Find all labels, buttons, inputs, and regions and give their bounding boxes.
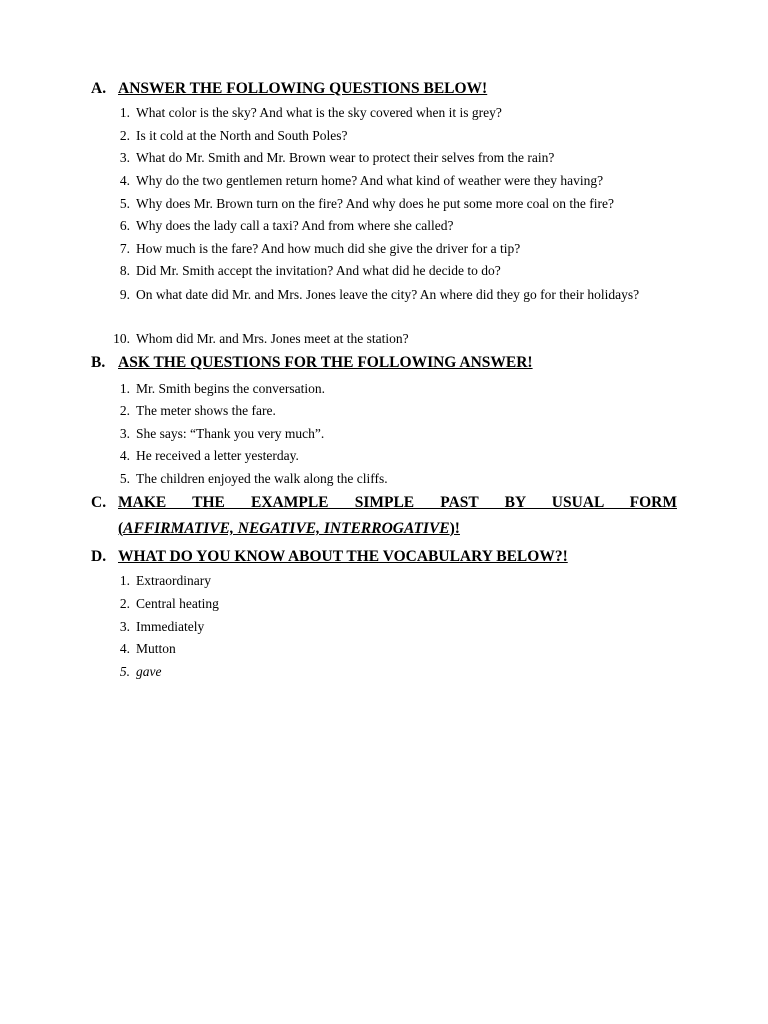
section-c-heading — [91, 493, 677, 541]
item-number: 1. — [119, 105, 130, 120]
item-text: Extraordinary — [136, 573, 211, 588]
item-number: 4. — [119, 448, 130, 463]
item-text: Did Mr. Smith accept the invitation? And what did he decide to do? — [136, 263, 501, 278]
list-item — [110, 284, 677, 329]
item-text: Mr. Smith begins the conversation. — [136, 381, 325, 396]
item-text: On what date did Mr. and Mrs. Jones leave the city? An where did they go for their holidays? — [136, 287, 640, 302]
item-text: Why does the lady call a taxi? And from where she called? — [136, 218, 454, 233]
item-number: 1. — [119, 381, 130, 396]
item-number: 8. — [119, 263, 130, 278]
item-number: 6. — [119, 218, 130, 233]
item-text: Immediately — [136, 619, 205, 634]
item-text: Central heating — [136, 596, 219, 611]
item-text: Why do the two gentlemen return home? And what kind of weather were they having? — [136, 173, 604, 188]
item-text: gave — [136, 664, 162, 679]
item-number: 5. — [119, 196, 130, 211]
item-number: 3. — [119, 426, 130, 441]
item-number: 4. — [119, 641, 130, 656]
section-letter: A. — [91, 80, 107, 97]
paren-open: ( — [118, 520, 124, 537]
section-title-line2 — [118, 519, 460, 539]
item-text: He received a letter yesterday. — [136, 448, 299, 463]
item-number: 3. — [119, 619, 130, 634]
item-number: 4. — [119, 173, 130, 188]
item-number: 5. — [119, 664, 130, 679]
section-title: ASK THE QUESTIONS FOR THE FOLLOWING ANSWER! — [118, 354, 533, 371]
section-title: MAKE THE EXAMPLE SIMPLE PAST BY USUAL FORM — [118, 494, 677, 511]
item-number: 2. — [119, 596, 130, 611]
item-text: What do Mr. Smith and Mr. Brown wear to protect their selves from the rain? — [136, 150, 555, 165]
section-letter: C. — [91, 494, 107, 511]
item-number: 2. — [119, 403, 130, 418]
item-text: How much is the fare? And how much did she give the driver for a tip? — [136, 241, 521, 256]
item-number: 7. — [119, 241, 130, 256]
item-text: The meter shows the fare. — [136, 403, 276, 418]
section-letter: B. — [91, 354, 106, 371]
item-number: 3. — [119, 150, 130, 165]
section-title: ANSWER THE FOLLOWING QUESTIONS BELOW! — [118, 80, 488, 97]
item-number: 1. — [119, 573, 130, 588]
item-text: Why does Mr. Brown turn on the fire? And why does he put some more coal on the fire? — [136, 196, 615, 211]
item-text: What color is the sky? And what is the sky covered when it is grey? — [136, 105, 502, 120]
item-text: She says: “Thank you very much”. — [136, 426, 325, 441]
section-title: WHAT DO YOU KNOW ABOUT THE VOCABULARY BELOW?! — [118, 548, 568, 565]
section-letter: D. — [91, 548, 107, 565]
item-number: 2. — [119, 128, 130, 143]
item-text: The children enjoyed the walk along the cliffs. — [136, 471, 388, 486]
item-text: Mutton — [136, 641, 176, 656]
item-number: 5. — [119, 471, 130, 486]
item-text: Whom did Mr. and Mrs. Jones meet at the station? — [136, 331, 409, 346]
item-number: 9. — [119, 287, 130, 302]
item-text: Is it cold at the North and South Poles? — [136, 128, 348, 143]
item-number: 10. — [113, 331, 130, 346]
paren-close: )! — [449, 520, 460, 537]
section-title-italic: AFFIRMATIVE, NEGATIVE, INTERROGATIVE — [123, 520, 450, 537]
